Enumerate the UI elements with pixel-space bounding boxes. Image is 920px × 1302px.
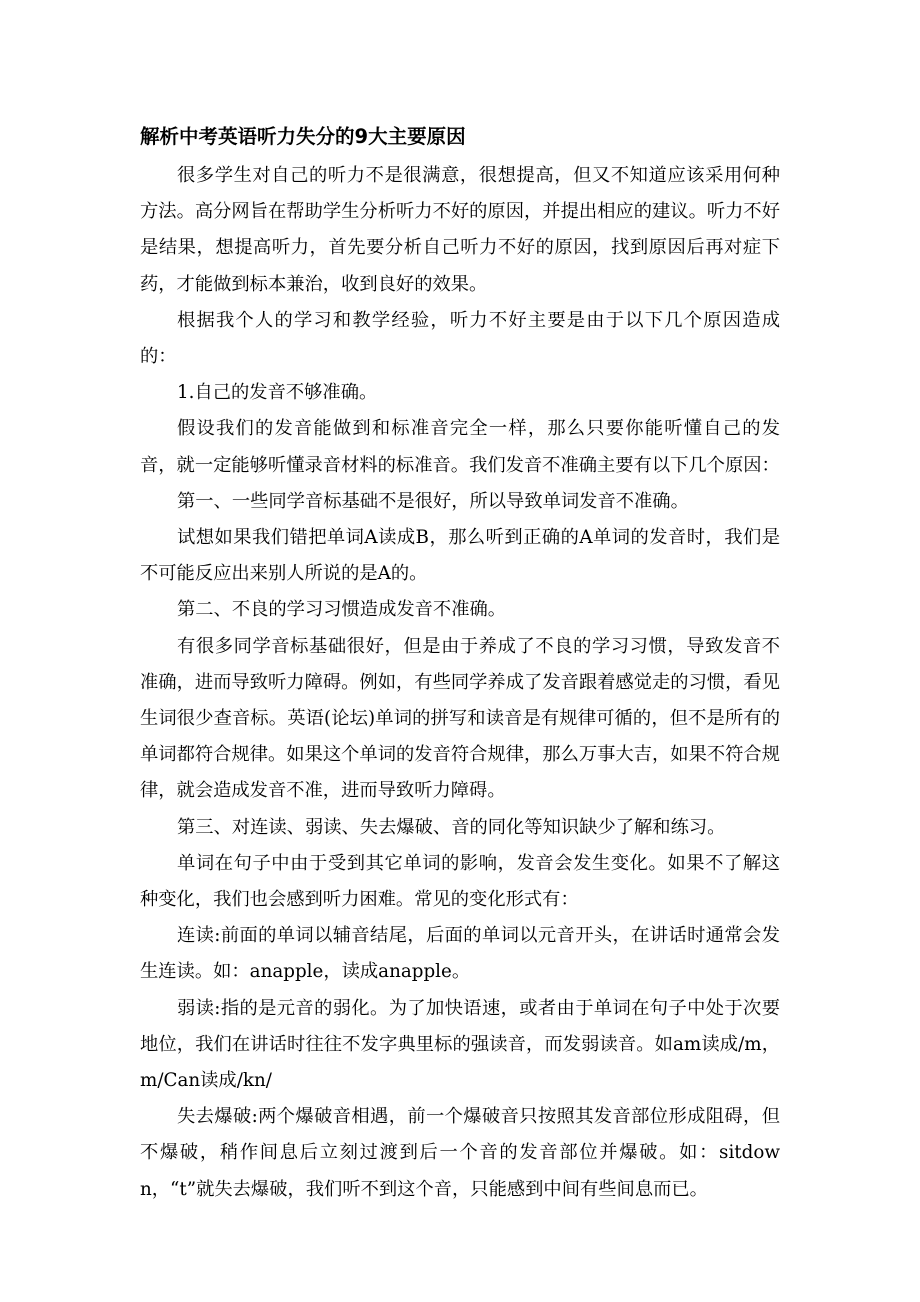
paragraph-first-example: 试想如果我们错把单词A读成B，那么听到正确的A单词的发音时，我们是不可能反应出来别人所说的是A的。 <box>140 527 780 585</box>
document-body <box>140 158 780 1208</box>
document-title: 解析中考英语听力失分的9大主要原因 <box>140 125 466 148</box>
paragraph-pronunciation: 假设我们的发音能做到和标准音完全一样，那么只要你能听懂自己的发音，就一定能够听懂录音材料的标准音。我们发音不准确主要有以下几个原因： <box>140 418 780 476</box>
paragraph-second-detail: 有很多同学音标基础很好，但是由于养成了不良的学习习惯，导致发音不准确，进而导致听力障碍。例如，有些同学养成了发音跟着感觉走的习惯，看见生词很少查音标。英语(论坛)单词的拼写和读音是有规律可循的，但不是所有的单词都符合规律。如果这个单词的发音符合规律，那么万事大吉，如果不符合规律，就会造成发音不准，进而导致听力障碍。 <box>140 635 780 802</box>
subheading-second: 第二、不良的学习习惯造成发音不准确。 <box>177 599 507 621</box>
document-page <box>140 118 780 1208</box>
paragraph-liaison: 连读:前面的单词以辅音结尾，后面的单词以元音开头，在讲话时通常会发生连读。如：anapple，读成anapple。 <box>140 925 780 983</box>
paragraph-intro: 很多学生对自己的听力不是很满意，很想提高，但又不知道应该采用何种方法。高分网旨在帮助学生分析听力不好的原因，并提出相应的建议。听力不好是结果，想提高听力，首先要分析自己听力不好的原因，找到原因后再对症下药，才能做到标本兼治，收到良好的效果。 <box>140 165 780 295</box>
paragraph-incomplete-plosion: 失去爆破:两个爆破音相遇，前一个爆破音只按照其发音部位形成阻碍，但不爆破，稍作间息后立刻过渡到后一个音的发音部位并爆破。如：sitdown，“t”就失去爆破，我们听不到这个音，只能感到中间有些间息而已。 <box>140 1106 780 1200</box>
paragraph-third-intro: 单词在句子中由于受到其它单词的影响，发音会发生变化。如果不了解这种变化，我们也会感到听力困难。常见的变化形式有： <box>140 852 780 911</box>
subheading-third: 第三、对连读、弱读、失去爆破、音的同化等知识缺少了解和练习。 <box>177 816 726 838</box>
heading-reason-1: 1.自己的发音不够准确。 <box>177 382 378 404</box>
paragraph-reasons-lead: 根据我个人的学习和教学经验，听力不好主要是由于以下几个原因造成的： <box>140 309 780 368</box>
paragraph-weak-form: 弱读:指的是元音的弱化。为了加快语速，或者由于单词在句子中处于次要地位，我们在讲话时往往不发字典里标的强读音，而发弱读音。如am读成/m，m/Can读成/kn/ <box>140 997 780 1092</box>
subheading-first: 第一、一些同学音标基础不是很好，所以导致单词发音不准确。 <box>177 490 689 512</box>
